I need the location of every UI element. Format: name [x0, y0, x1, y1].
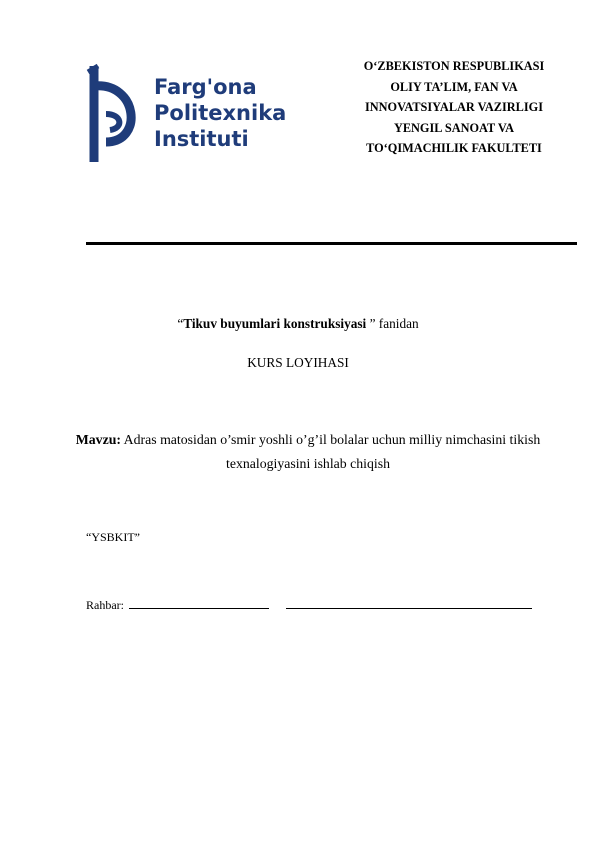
supervisor-line [86, 596, 532, 613]
institute-logo [84, 62, 304, 166]
signature-blank [286, 596, 532, 609]
course-name: Tikuv buyumlari konstruksiyasi [183, 316, 367, 331]
close-quote: ” [366, 316, 376, 331]
open-quote: “ [177, 316, 184, 331]
course-title-line [0, 316, 596, 332]
topic-text: Adras matosidan o’smir yoshli o’g’il bolalar uchun milliy nimchasini tikish texnalogiyasini ishlab chiqish [120, 432, 541, 471]
ministry-header [330, 56, 578, 159]
supervisor-label: Rahbar: [86, 598, 124, 612]
course-suffix: fanidan [375, 316, 419, 331]
ministry-line: YENGIL SANOAT VA [393, 120, 515, 135]
logo-line-3: Instituti [154, 127, 249, 151]
ministry-line: TO‘QIMACHILIK FAKULTETI [366, 141, 542, 156]
fp-monogram-icon [84, 62, 304, 166]
ministry-line: O‘ZBEKISTON RESPUBLIKASI [363, 59, 545, 73]
document-type: KURS LOYIHASI [247, 355, 349, 370]
logo-line-2: Politexnika [154, 101, 287, 125]
topic-block [70, 428, 546, 476]
logo-line-1: Farg'ona [154, 75, 257, 99]
topic-label: Mavzu: [75, 432, 121, 447]
supervisor-blank [129, 596, 269, 609]
ministry-line: INNOVATSIYALAR VAZIRLIGI [364, 100, 544, 115]
header-divider [86, 242, 577, 245]
ministry-line: OLIY TA’LIM, FAN VA [390, 79, 518, 94]
department-name: “YSBKIT” [86, 530, 140, 544]
